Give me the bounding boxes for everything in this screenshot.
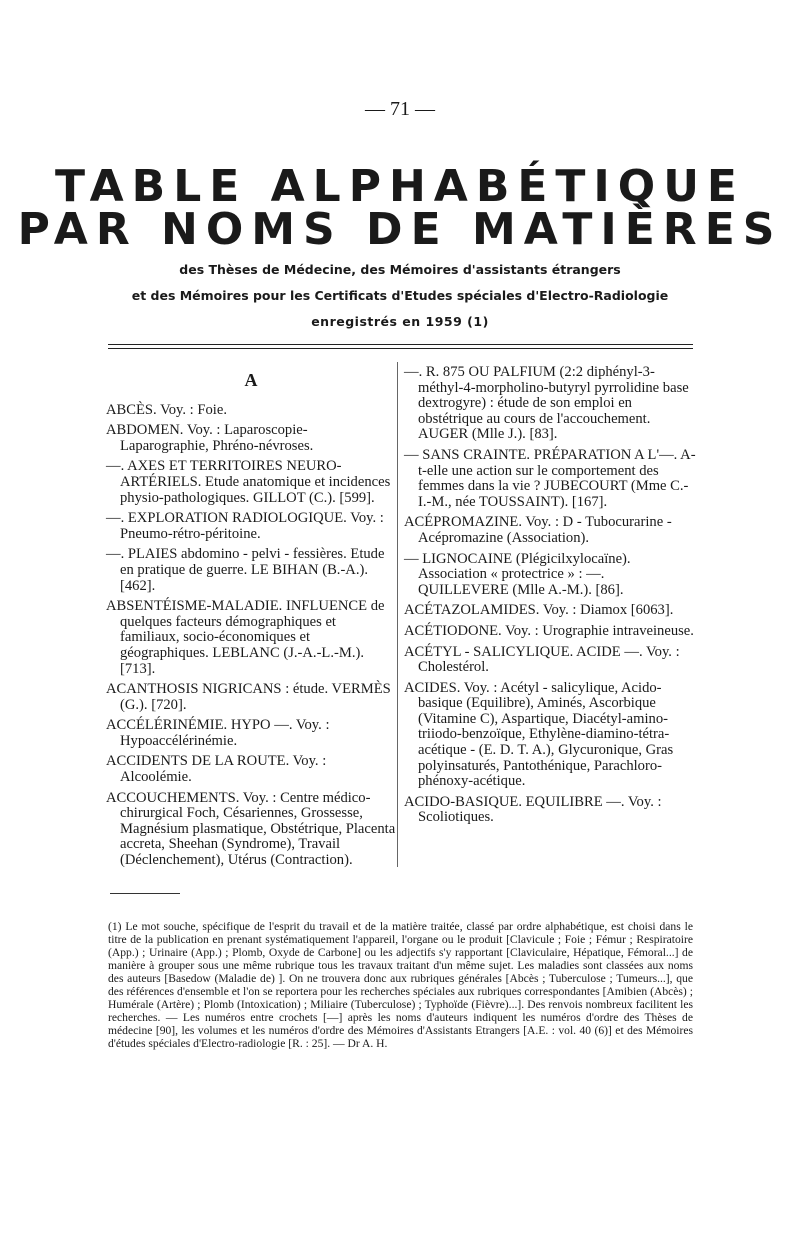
index-entry: ACÉTIODONE. Voy. : Urographie intraveineuse. [404,622,694,639]
index-entry: ACIDES. Voy. : Acétyl - salicylique, Acido-basique (Equilibre), Aminés, Ascorbique (Vitamine C), Aspartique, Diacétyl-amino-triiodo-benzoïque, Ethylène-diamino-tétra-acétique - (E. D. T. A.), Glycuronique, Gras polyinsaturés, Pantothénique, Parachloro-phénoxy-acétique. [404,679,674,790]
index-entry: — SANS CRAINTE. PRÉPARATION A L'—. A-t-elle une action sur le comportement des femmes dans la vie ? JUBECOURT (Mme C.-I.-M., née TOUSSAINT). [167]. [404,446,696,510]
index-entry: ABDOMEN. Voy. : Laparoscopie-Laparographie, Phréno-névroses. [106,422,314,454]
right-column [404,365,698,831]
index-entry: —. PLAIES abdomino - pelvi - fessières. Etude en pratique de guerre. LE BIHAN (B.-A.). [462]. [106,546,385,594]
left-entry-list [106,403,396,869]
subtitle-line-1: des Thèses de Médecine, des Mémoires d'assistants étrangers [179,262,621,277]
index-entry: —. EXPLORATION RADIOLOGIQUE. Voy. : Pneumo-rétro-péritoine. [106,510,384,542]
section-letter: A [244,370,258,390]
index-entry: ABSENTÉISME-MALADIE. INFLUENCE de quelques facteurs démographiques et familiaux, socio-économiques et géographiques. LEBLANC (J.-A.-L.-M.). [713]. [106,598,385,677]
index-entry: —. AXES ET TERRITOIRES NEURO-ARTÉRIELS. Etude anatomique et incidences physio-pathologiques. GILLOT (C.). [599]. [106,458,391,506]
index-entry: ACÉPROMAZINE. Voy. : D - Tubocurarine - Acépromazine (Association). [404,514,672,546]
index-entry: ACIDO-BASIQUE. EQUILIBRE —. Voy. : Scoliotiques. [404,793,662,826]
index-entry: ACCÉLÉRINÉMIE. HYPO —. Voy. : Hypoaccélérinémie. [106,717,330,749]
index-entry: ACCOUCHEMENTS. Voy. : Centre médico-chirurgical Foch, Césariennes, Grossesse, Magnésium plasmatique, Obstétrique, Placenta accreta, Sheehan (Syndrome), Travail (Déclenchement), Utérus (Contraction). [106,789,396,869]
index-entry: —. R. 875 OU PALFIUM (2:2 diphényl-3-méthyl-4-morpholino-butyryl pyrrolidine base dextrogyre) : étude de son emploi en obstétrique au cours de l'accouchement. AUGER (Mlle J.). [83]. [404,364,689,443]
page-number: — 71 — [365,98,435,120]
subtitle-line-3: enregistrés en 1959 (1) [311,314,489,329]
index-entry: ACANTHOSIS NIGRICANS : étude. VERMÈS (G.). [720]. [106,681,391,713]
header-double-rule [108,344,693,349]
left-column [106,365,396,874]
footnote-rule [110,893,180,894]
index-entry: ACÉTAZOLAMIDES. Voy. : Diamox [6063]. [404,602,674,619]
subtitle-line-2: et des Mémoires pour les Certificats d'Etudes spéciales d'Electro-Radiologie [131,288,669,303]
index-entry: — LIGNOCAINE (Plégicilxylocaïne). Association « protectrice » : —. QUILLEVERE (Mlle A.-M.). [86]. [404,550,631,598]
title-line-2: PAR NOMS DE MATIÈRES [17,204,783,255]
footnote: (1) Le mot souche, spécifique de l'esprit du travail et de la matière traitée, classé par ordre alphabétique, est choisi dans le titre de la publication en prenant systématiquement l'appareil, l'organe ou le produit [Clavicule ; Foie ; Fémur ; Respiratoire (App.) ; Urinaire (App.) ; Plomb, Oxyde de Carbone] ou les adjectifs s'y rapportant [Claviculaire, Hépatique, Fémoral...] de manière à grouper sous une même rubrique tous les travaux traitant d'un même sujet. Les maladies sont classées aux noms des auteurs [Basedow (Maladie de) ]. On ne trouvera donc aux rubriques générales [Abcès ; Tuberculose ; Tumeurs...], que des références d'ensemble et l'on se reportera pour les recherches spéciales aux rubriques correspondantes [Amibien (Abcès) ; Humérale (Artère) ; Plomb (Intoxication) ; Miliaire (Tuberculose) ; Typhoïde (Fièvre)...]. Des renvois nombreux facilitent les recherches. — Les numéros entre crochets [—] après les noms d'auteurs indiquent les numéros d'ordre des Thèses de médecine [90], les volumes et les numéros d'ordre des Mémoires d'Assistants Etrangers [A.E. : vol. 40 (6)] et des Mémoires d'études spéciales d'Electro-radiologie [R. : 25]. — Dr A. H. [108,919,693,1051]
index-entry: ACÉTYL - SALICYLIQUE. ACIDE —. Voy. : Cholestérol. [404,643,680,676]
title-line-1: TABLE ALPHABÉTIQUE [55,161,745,212]
column-divider [397,362,398,867]
index-entry: ACCIDENTS DE LA ROUTE. Voy. : Alcoolémie. [106,753,327,786]
index-entry: ABCÈS. Voy. : Foie. [106,401,227,418]
